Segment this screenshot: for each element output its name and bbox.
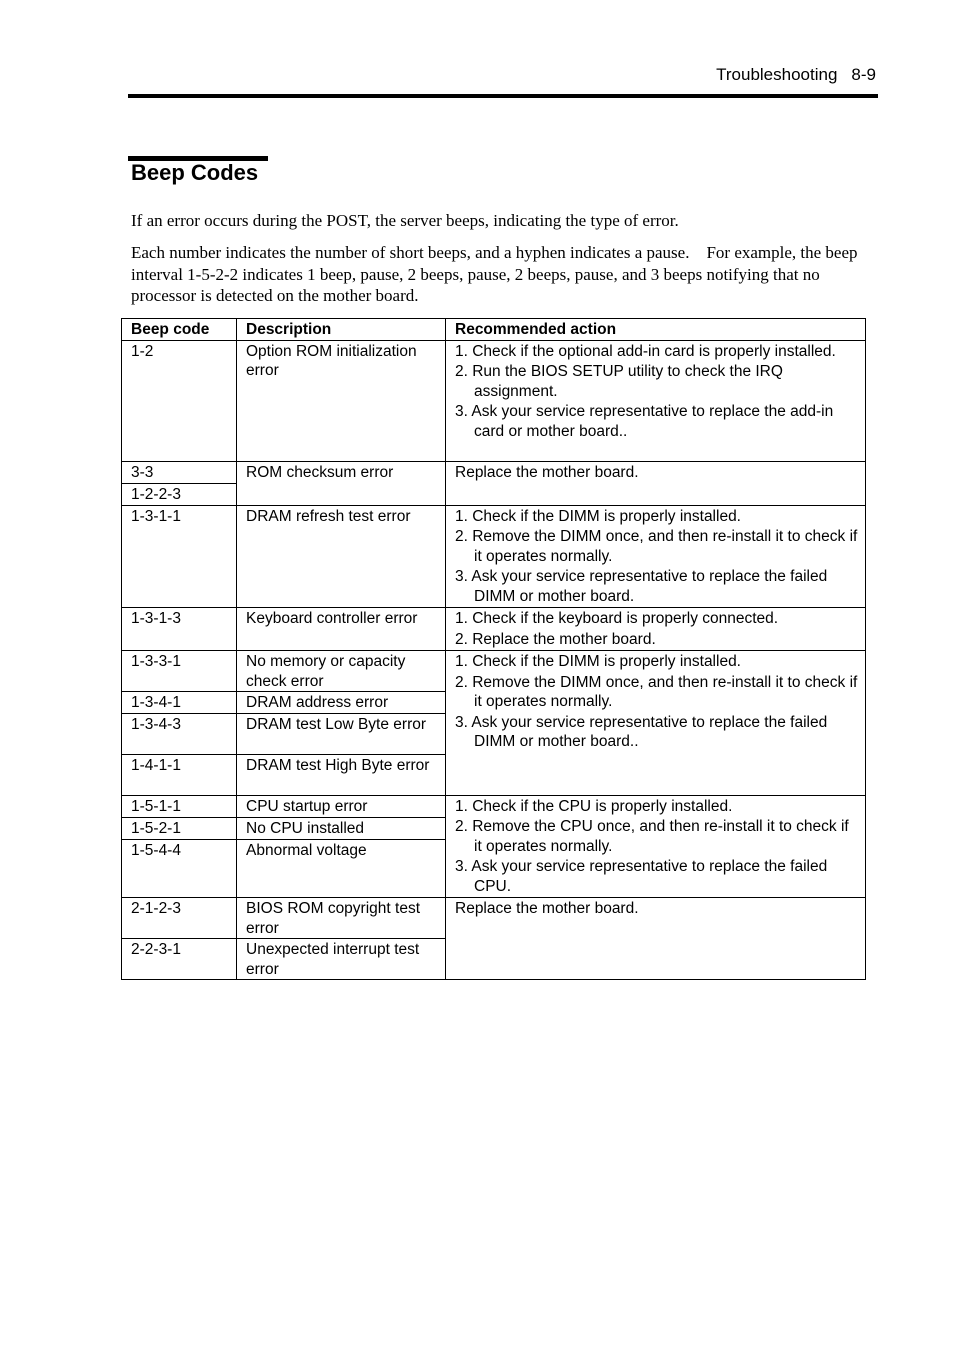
action-step: 2. Remove the DIMM once, and then re-install it to check if it operates normally.	[455, 673, 858, 710]
action-step: 3. Ask your service representative to replace the failed DIMM or mother board.	[455, 568, 828, 605]
action-step: 2. Remove the DIMM once, and then re-install it to check if it operates normally.	[455, 528, 858, 565]
beep-code-cell: 2-1-2-3	[122, 898, 237, 939]
action-list	[455, 507, 859, 607]
table-row	[122, 795, 866, 817]
action-cell	[446, 340, 866, 461]
action-step: 1. Check if the keyboard is properly connected.	[455, 610, 779, 627]
description-cell: DRAM address error	[237, 692, 446, 714]
action-cell	[446, 608, 866, 651]
table-row	[122, 898, 866, 939]
action-cell	[446, 795, 866, 898]
description-cell: Abnormal voltage	[237, 839, 446, 897]
action-list	[455, 342, 859, 442]
action-step: 2. Run the BIOS SETUP utility to check the IRQ assignment.	[455, 363, 783, 400]
description-cell: Keyboard controller error	[237, 608, 446, 651]
page-number: 8-9	[851, 65, 876, 84]
description-cell: Unexpected interrupt test error	[237, 939, 446, 980]
beep-code-cell: 1-3-1-3	[122, 608, 237, 651]
beep-code-table	[121, 318, 866, 980]
description-cell: CPU startup error	[237, 795, 446, 817]
description-cell: BIOS ROM copyright test error	[237, 898, 446, 939]
action-step: 1. Check if the CPU is properly installed.	[455, 797, 733, 815]
beep-code-cell: 1-2	[122, 340, 237, 461]
action-step: 2. Remove the CPU once, and then re-install it to check if it operates normally.	[455, 818, 849, 855]
beep-code-cell: 1-2-2-3	[122, 483, 237, 505]
section-title: Beep Codes	[131, 160, 259, 185]
action-cell	[446, 651, 866, 796]
action-cell	[446, 505, 866, 608]
beep-code-cell: 1-5-1-1	[122, 795, 237, 817]
header-title: Troubleshooting	[716, 65, 838, 84]
column-header-description: Description	[237, 319, 446, 341]
description-cell: Option ROM initialization error	[237, 340, 446, 461]
action-cell: Replace the mother board.	[446, 898, 866, 980]
description-cell: DRAM refresh test error	[237, 505, 446, 608]
action-step: 2. Replace the mother board.	[455, 630, 656, 648]
action-list	[455, 652, 859, 752]
beep-code-cell: 2-2-3-1	[122, 939, 237, 980]
table-row	[122, 651, 866, 692]
beep-code-cell: 3-3	[122, 461, 237, 483]
table-header-row	[122, 319, 866, 341]
action-step: 1. Check if the DIMM is properly installed.	[455, 653, 741, 670]
table-row	[122, 608, 866, 651]
explanation-paragraph: Each number indicates the number of short beeps, and a hyphen indicates a pause. For example, the beep interval 1-5-2-2 indicates 1 beep, pause, 2 beeps, pause, 2 beeps, pause, and 3 beeps notifying that no processor is detected on the mother board.	[131, 243, 858, 305]
beep-code-cell: 1-3-3-1	[122, 651, 237, 692]
intro-paragraph: If an error occurs during the POST, the server beeps, indicating the type of error.	[131, 211, 679, 230]
description-cell: ROM checksum error	[237, 461, 446, 505]
action-step: 1. Check if the optional add-in card is properly installed.	[455, 342, 836, 360]
beep-code-cell: 1-3-4-3	[122, 713, 237, 754]
column-header-beep-code: Beep code	[122, 319, 237, 341]
action-list	[455, 609, 859, 649]
table-row	[122, 461, 866, 483]
description-cell: No CPU installed	[237, 817, 446, 839]
page-header	[716, 65, 876, 85]
description-cell: DRAM test High Byte error	[237, 754, 446, 795]
action-step: 3. Ask your service representative to replace the add-in card or mother board..	[455, 403, 834, 440]
table-row	[122, 340, 866, 461]
table-row	[122, 505, 866, 608]
action-step: 3. Ask your service representative to replace the failed DIMM or mother board..	[455, 713, 828, 750]
beep-code-cell: 1-4-1-1	[122, 754, 237, 795]
beep-code-cell: 1-5-4-4	[122, 839, 237, 897]
description-cell: DRAM test Low Byte error	[237, 713, 446, 754]
beep-code-cell: 1-3-1-1	[122, 505, 237, 608]
action-list	[455, 797, 859, 897]
column-header-recommended-action: Recommended action	[446, 319, 866, 341]
action-step: 1. Check if the DIMM is properly installed.	[455, 507, 741, 525]
beep-code-cell: 1-3-4-1	[122, 692, 237, 714]
action-step: 3. Ask your service representative to replace the failed CPU.	[455, 858, 828, 895]
beep-code-cell: 1-5-2-1	[122, 817, 237, 839]
action-cell: Replace the mother board.	[446, 461, 866, 505]
header-rule	[128, 94, 878, 98]
description-cell: No memory or capacity check error	[237, 651, 446, 692]
